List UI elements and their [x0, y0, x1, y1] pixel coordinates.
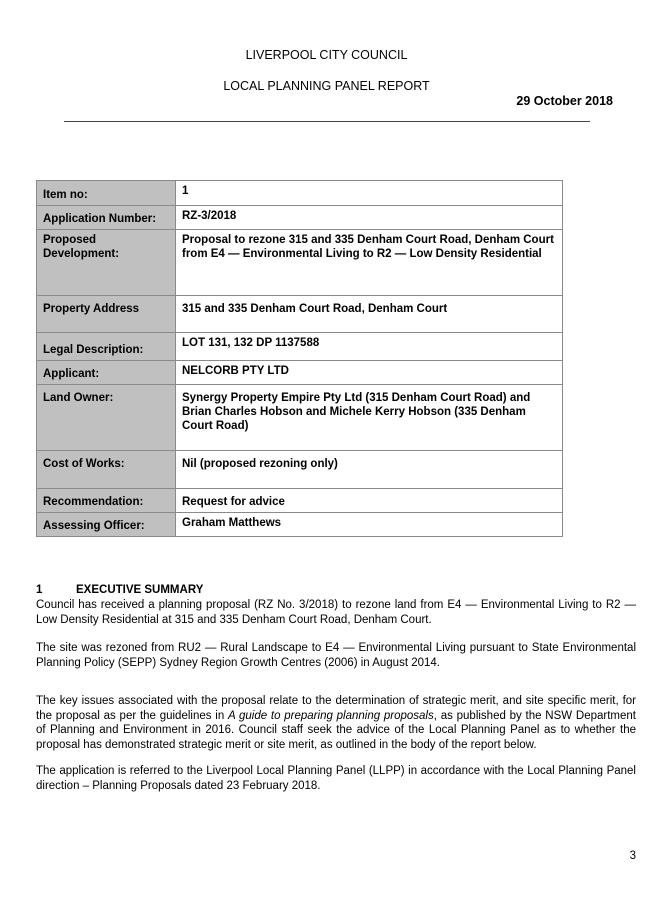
table-row: [37, 181, 563, 206]
row-label: [37, 513, 176, 537]
section-heading: [36, 584, 203, 596]
council-name: LIVERPOOL CITY COUNCIL: [245, 48, 408, 62]
row-value: [176, 230, 563, 296]
label-cost-of-works: Cost of Works:: [43, 458, 125, 470]
label-item-no: Item no:: [43, 189, 88, 201]
guide-title-italic: A guide to preparing planning proposals: [227, 709, 434, 722]
header-divider: [64, 121, 590, 122]
report-title: LOCAL PLANNING PANEL REPORT: [223, 79, 430, 93]
table-row: [37, 361, 563, 385]
row-label: [37, 181, 176, 206]
row-label: [37, 230, 176, 296]
value-applicant: NELCORB PTY LTD: [182, 365, 289, 377]
value-recommendation: Request for advice: [182, 496, 285, 508]
label-applicant: Applicant:: [43, 368, 100, 380]
table-row: [37, 333, 563, 361]
row-value: [176, 361, 563, 385]
label-legal-description: Legal Description:: [43, 344, 144, 356]
row-label: [37, 206, 176, 230]
label-assessing-officer: Assessing Officer:: [43, 520, 145, 532]
report-date: 29 October 2018: [516, 94, 613, 108]
value-land-owner: Synergy Property Empire Pty Ltd (315 Denham Court Road) and Brian Charles Hobson and Michele Kerry Hobson (335 Denham Court Road): [182, 392, 531, 432]
value-proposed-development: Proposal to rezone 315 and 335 Denham Court Road, Denham Court from E4 — Environmental Living to R2 — Low Density Residential: [182, 234, 554, 260]
label-property-address: Property Address: [43, 303, 140, 315]
label-proposed-development: Proposed Development:: [43, 234, 120, 260]
section-number: 1: [36, 584, 43, 596]
table-row: [37, 513, 563, 537]
label-application-number: Application Number:: [43, 213, 157, 225]
value-item-no: 1: [182, 185, 189, 197]
row-label: [37, 333, 176, 361]
section-title: EXECUTIVE SUMMARY: [76, 584, 204, 596]
page-number: 3: [629, 850, 636, 862]
summary-paragraph-3: [36, 694, 636, 752]
table-row: [37, 451, 563, 489]
row-label: [37, 361, 176, 385]
row-value: [176, 181, 563, 206]
row-value: [176, 489, 563, 513]
row-value: [176, 206, 563, 230]
summary-paragraph-2: The site was rezoned from RU2 — Rural Landscape to E4 — Environmental Living pursuant to State Environmental Planning Policy (SEPP) Sydney Region Growth Centres (2006) in August 2014.: [36, 642, 636, 669]
value-cost-of-works: Nil (proposed rezoning only): [182, 458, 338, 470]
row-value: [176, 513, 563, 537]
value-legal-description: LOT 131, 132 DP 1137588: [182, 337, 320, 349]
table-row: [37, 489, 563, 513]
table-row: [37, 230, 563, 296]
row-value: [176, 451, 563, 489]
table-row: [37, 296, 563, 333]
label-recommendation: Recommendation:: [43, 496, 144, 508]
row-value: [176, 385, 563, 451]
table-row: [37, 206, 563, 230]
row-label: [37, 489, 176, 513]
summary-paragraph-4: The application is referred to the Liverpool Local Planning Panel (LLPP) in accordance with the Local Planning Panel direction – Planning Proposals dated 23 February 2018.: [36, 765, 636, 792]
value-application-number: RZ-3/2018: [182, 210, 237, 222]
row-label: [37, 296, 176, 333]
row-value: [176, 296, 563, 333]
summary-paragraph-1: Council has received a planning proposal (RZ No. 3/2018) to rezone land from E4 — Environmental Living to R2 — Low Density Residential at 315 and 335 Denham Court Road, Denham Court.: [36, 599, 636, 626]
row-label: [37, 385, 176, 451]
paragraph-3-text-start: The key issues associated with the proposal relate to the determination of strategic merit, and site specific merit, for the proposal as per the guidelines in: [36, 695, 636, 722]
table-row: [37, 385, 563, 451]
label-land-owner: Land Owner:: [43, 392, 114, 404]
value-assessing-officer: Graham Matthews: [182, 517, 282, 529]
paragraph-3-text-end: , as published by the NSW Department of Planning and Environment in 2016. Council staff seek the advice of the Local Planning Panel as to whether the proposal has demonstrated strategic merit or site merit, as outlined in the body of the report below.: [36, 709, 636, 751]
application-details-table: [36, 180, 563, 537]
row-value: [176, 333, 563, 361]
value-property-address: 315 and 335 Denham Court Road, Denham Court: [182, 303, 448, 315]
row-label: [37, 451, 176, 489]
